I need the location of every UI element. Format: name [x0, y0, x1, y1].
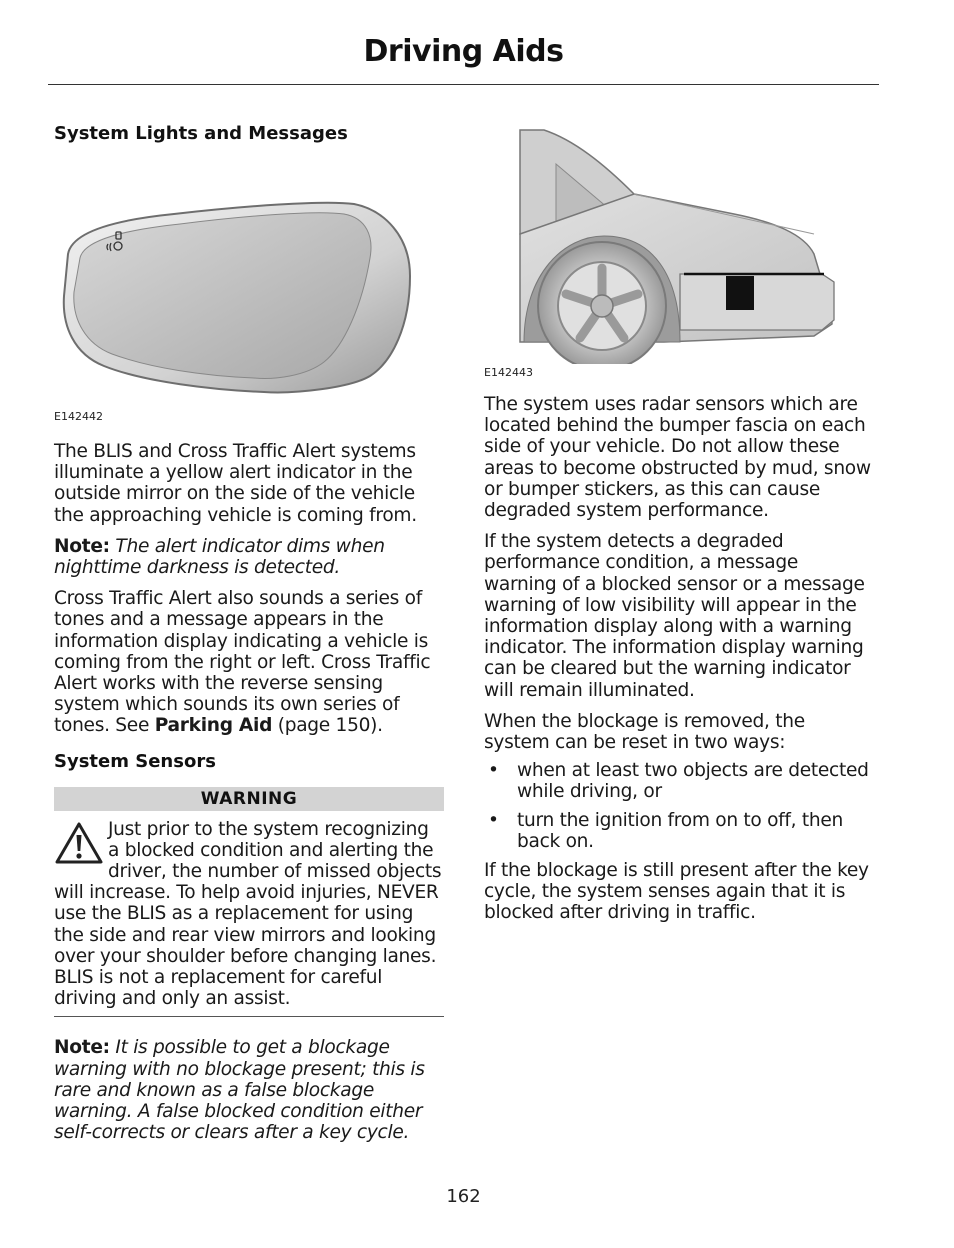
warning-triangle-icon: [54, 821, 104, 865]
note-alert-dims: [54, 536, 444, 578]
radar-sensor-marker: [726, 276, 754, 310]
title-divider: [48, 84, 879, 85]
figure-rear-bumper: [484, 124, 874, 364]
warning-box: [54, 787, 444, 1018]
list-item: [484, 760, 874, 802]
note-false-blockage: [54, 1037, 444, 1143]
note-text: The alert indicator dims when nighttime darkness is detected.: [54, 535, 385, 579]
paragraph-cross-traffic: [54, 588, 444, 736]
paragraph-blockage-persists: If the blockage is still present after the key cycle, the system senses again that it is blocked after driving in traffic.: [484, 860, 869, 924]
rear-bumper-illustration: [484, 124, 874, 364]
paragraph-cross-traffic-text: Cross Traffic Alert also sounds a series of tones and a message appears in the information display indicating a vehicle is coming from the right or left. Cross Traffic Alert works with the reverse sensing system which sounds its own series of tones. See: [54, 588, 431, 737]
list-item-text: turn the ignition from on to off, then back on.: [517, 809, 843, 852]
section-heading-system-lights: System Lights and Messages: [54, 123, 348, 144]
list-item-text: when at least two objects are detected while driving, or: [517, 760, 869, 803]
paragraph-reset-ways: When the blockage is removed, the system can be reset in two ways:: [484, 710, 805, 754]
figure-code-bumper: E142443: [484, 366, 533, 379]
left-column: [54, 122, 444, 1143]
parking-aid-link[interactable]: Parking Aid: [154, 715, 273, 737]
note-label: Note:: [54, 535, 110, 557]
section-heading-system-sensors: System Sensors: [54, 750, 216, 772]
warning-text: Just prior to the system recognizing a blocked condition and alerting the driver, the number of missed objects will increase. To help avoid injuries, NEVER use the BLIS as a replacement for using the side and rear view mirrors and looking over your shoulder before changing lanes. BLIS is not a replacement for careful driving and only an assist.: [54, 818, 442, 1010]
page-title: Driving Aids: [363, 34, 564, 69]
page-reference: (page 150).: [277, 715, 383, 737]
paragraph-blis-intro: The BLIS and Cross Traffic Alert systems illuminate a yellow alert indicator in the outside mirror on the side of the vehicle the approaching vehicle is coming from.: [54, 441, 417, 526]
note-label: Note:: [54, 1037, 110, 1059]
figure-code-mirror: E142442: [54, 410, 103, 423]
list-item: [484, 810, 874, 852]
right-column: [484, 124, 874, 924]
paragraph-degraded-performance: If the system detects a degraded performance condition, a message warning of a blocked sensor or a message warning of low visibility will appear in the information display along with a warning indicator. The information display warning can be cleared but the warning indicator will remain illuminated.: [484, 531, 865, 701]
figure-side-mirror: [54, 196, 444, 396]
warning-header: WARNING: [54, 787, 444, 811]
warning-body: [54, 819, 444, 1010]
side-mirror-illustration: [54, 196, 444, 396]
note-text: It is possible to get a blockage warning with no blockage present; this is rare and known as a false blockage warning. A false blocked condition either self-corrects or clears after a key cycle.: [54, 1037, 425, 1144]
reset-methods-list: [484, 760, 874, 852]
bullet-dot: •: [488, 809, 499, 831]
paragraph-radar-sensors: The system uses radar sensors which are located behind the bumper fascia on each side of your vehicle. Do not allow these areas to become obstructed by mud, snow or bumper stickers, as this can cause degraded system performance.: [484, 394, 871, 522]
warning-bottom-rule: [54, 1016, 444, 1017]
page-number: 162: [446, 1186, 481, 1207]
bullet-dot: •: [488, 760, 499, 782]
